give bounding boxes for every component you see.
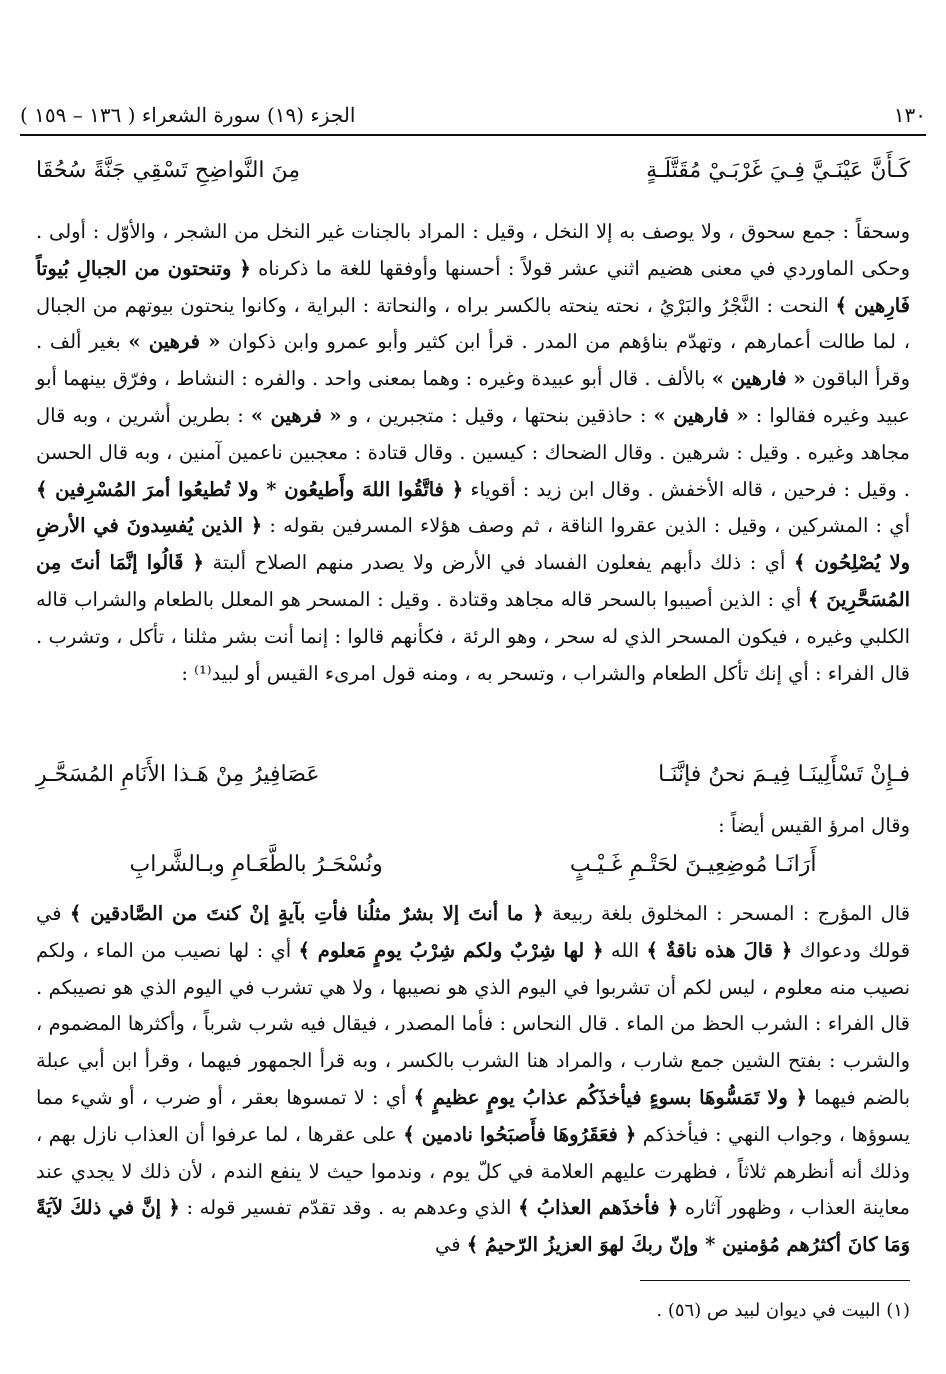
commentary-paragraph: وقال امرؤ القيس أيضاً : <box>718 814 910 837</box>
quran-quote: ﴿ فاتَّقُوا اللهَ وأَطيعُون * ولا تُطيعُوا أمرَ المُسْرِفين ﴾ <box>36 477 464 501</box>
verse-2-first-hemistich: فـإِنْ تَسْأَلِينَـا فِيـمَ نحنُ فإنَّنَـا <box>658 762 910 787</box>
text-run: الله <box>610 938 640 962</box>
commentary-paragraph <box>36 214 910 692</box>
quran-quote: ﴿ وتنحتون من الجبالِ بُيوتاً فَارِهين ﴾ <box>36 256 911 317</box>
quran-quote: ﴿ ولا تَمَسُّوهَا بسوءٍ فيأخذَكُم عذابُ يومٍ عظيمٍ ﴾ <box>413 1085 808 1109</box>
text-run: أي : المشركين ، وقيل : الذين عقروا الناقة ، ثم وصف هؤلاء المسرفين بقوله : <box>269 514 910 538</box>
quran-quote: ﴿ فأخذَهم العذابُ ﴾ <box>518 1196 679 1220</box>
quran-quote: ﴿ إنَّ في ذلكَ لآيَةً وَمَا كانَ أكثرُهم مُؤمنين * وإنّ ربكَ لهوَ العزيزُ الرّحيمُ ﴾ <box>36 1196 910 1257</box>
text-run: الذي وعدهم به . وقد تقدّم تفسير قوله : <box>186 1196 512 1220</box>
text-run: أي : لا تمسوها بعقر ، أو ضرب ، أو شيء مما يسوؤها ، وجواب النهي : فيأخذكم <box>36 1085 911 1146</box>
commentary-block-1 <box>36 214 910 692</box>
reading-quote: « فارهين » <box>653 403 749 427</box>
page-number: ١٣٠ <box>893 103 926 127</box>
header-divider <box>20 134 926 136</box>
footnote: (١) البيت في ديوان لبيد ص (٥٦) . <box>656 1300 910 1321</box>
text-run: في <box>434 1233 461 1257</box>
running-title: الجزء (١٩) سورة الشعراء ( ١٣٦ – ١٥٩ ) <box>20 103 356 127</box>
text-run: أي : ذلك دأبهم يفعلون الفساد في الأرض ولا يصدر منهم الصلاح ألبتة <box>212 551 786 575</box>
reading-quote: « فرهين » <box>250 403 342 427</box>
page-header <box>20 98 926 132</box>
verse-1-first-hemistich: كَـأَنَّ عَيْنَـيَّ فِـيَ غَرْبَـيْ مُقَتَّلَـةٍ <box>646 158 910 183</box>
verse-2-second-hemistich: عَصَافِيرُ مِنْ هَـذا الأَنَامِ المُسَحَّـرِ <box>36 762 320 787</box>
quran-quote: ﴿ لها شِرْبٌ ولكم شِرْبُ يومٍ مَعلوم ﴾ <box>298 938 604 962</box>
verse-3-second-hemistich: ونُسْحَـرُ بالطَّعَـامِ وبـالشَّرابِ <box>129 852 383 877</box>
commentary-line <box>36 808 910 845</box>
poem-verse-1 <box>36 158 910 183</box>
text-run: وسحقاً : جمع سحوق ، ولا يوصف به إلا النخل ، وقيل : المراد بالجنات غير النخل من الشجر ، والأوّل : أولى . وحكى الماوردي في معنى هضيم اثني عشر قولاً : أحسنها وأوفقها للغة ما ذكرناه <box>36 220 910 280</box>
text-run: قال المؤرج : المسحر : المخلوق بلغة ربيعة <box>552 902 911 925</box>
text-run: النحت : النَّجْرُ والبَرْيُ ، نحته ينحته بالكسر براه ، والنحاتة : البراية ، وكانوا ينحتون بيوتهم من الجبال ، لما طالت أعمارهم ، وتهدّم بناؤهم من المدر . قرأ ابن كثير وأبو عمرو وابن ذكوان <box>36 293 910 354</box>
quran-quote: ﴿ ما أنتَ إلا بشرٌ مثلُنا فأتِ بآيةٍ إنْ كنتَ من الصَّادقين ﴾ <box>69 902 544 925</box>
text-run: أي : الذين أصيبوا بالسحر قاله مجاهد وقتادة . وقيل : المسحر هو المعلل بالطعام والشراب قاله الكلبي وغيره ، فيكون المسحر الذي له سحر ، وهو الرئة ، فكأنهم قالوا : إنما أنت بشر مثلنا ، تأكل ، وتشرب . قال الفراء : أي إنك تأكل الطعام والشراب ، وتسحر به ، ومنه قول امرىء القيس أو لبيد⁽¹⁾ : <box>36 587 910 685</box>
text-run: بالألف . قال أبو عبيدة وغيره : وهما بمعنى واحد . والفره : النشاط ، وفرّق بينهما أبو عبيد وغيره فقالوا : <box>36 367 911 427</box>
text-run: : بطرين أشرين ، وبه قال مجاهد وغيره . وقيل : شرهين . وقال الضحاك : كيسين . وقال قتادة : معجبين ناعمين آمنين ، وبه قال الحسن . وقيل : فرحين ، قاله الأخفش . وقال ابن زيد : أقوياء <box>36 403 910 501</box>
quran-quote: ﴿ قَالُوا إنَّمَا أنتَ مِن المُسَحَّرِينَ ﴾ <box>36 551 910 611</box>
quran-quote: ﴿ الذين يُفسِدونَ في الأرضِ ولا يُصْلِحُون ﴾ <box>36 514 911 575</box>
verse-1-second-hemistich: مِنَ النَّواضِحِ تَسْقِي جَنَّةً سُحُقَا <box>36 158 301 183</box>
reading-quote: « فارهين » <box>711 367 806 391</box>
footnote-divider <box>640 1280 910 1281</box>
verse-3-first-hemistich: أَرَانَـا مُوضِعِيـنَ لحَتْـمِ غَـيْـبٍ <box>569 852 817 877</box>
poem-verse-2 <box>36 762 910 787</box>
reading-quote: « فرهين » <box>128 330 221 354</box>
text-run: على عقرها ، لما عرفوا أن العذاب نازل بهم ، وذلك أنه أنظرهم ثلاثاً ، فظهرت عليهم العلامة في كلّ يوم ، وندموا حيث لا ينفع الندم ، لأن ذلك لا يجدي عند معاينة العذاب ، وظهور آثاره <box>36 1122 910 1220</box>
text-run: في قولك ودعواك <box>36 902 911 962</box>
commentary-block-2 <box>36 896 910 1264</box>
text-run: أي : لها نصيب من الماء ، ولكم نصيب منه معلوم ، ليس لكم أن تشربوا في اليوم الذي هو نصيبها ، ولا هي تشرب في اليوم الذي هو نصيبكم . قال الفراء : الشرب الحظ من الماء . قال النحاس : فأما المصدر ، فيقال فيه شرب شرباً ، وأكثرها المضموم ، والشرب : بفتح الشين جمع شارب ، والمراد هنا الشرب بالكسر ، وبه قرأ الجمهور فيهما ، وقرأ ابن أبي عبلة بالضم فيهما <box>36 938 911 1109</box>
quran-quote: ﴿ قالَ هذه ناقةٌ ﴾ <box>646 938 793 962</box>
text-run: بغير ألف . وقرأ الباقون <box>36 330 911 391</box>
quran-quote: ﴿ فعَقَرُوهَا فأَصبَحُوا نادمين ﴾ <box>403 1122 637 1146</box>
commentary-paragraph <box>36 896 910 1264</box>
poem-verse-3 <box>36 852 910 877</box>
text-run: : حاذقين بنحتها ، وقيل : متجبرين ، و <box>348 403 647 427</box>
